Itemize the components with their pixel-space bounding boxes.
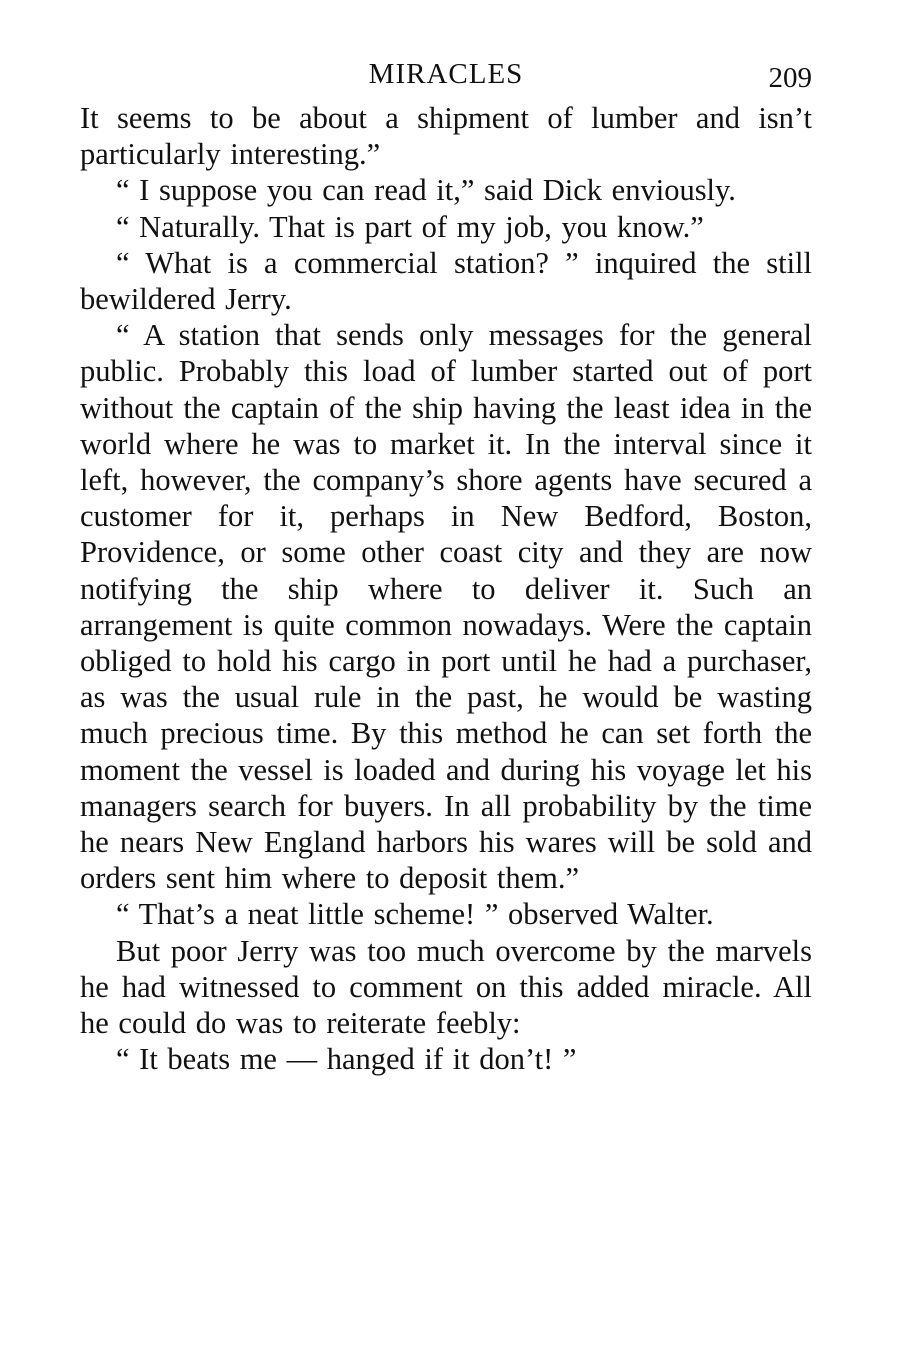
paragraph-jerry-exclamation: “ It beats me — hanged if it don’t! ”: [116, 1042, 577, 1077]
paragraph-naturally: “ Naturally. That is part of my job, you know.”: [116, 209, 704, 244]
paragraph-dick-reply: “ I suppose you can read it,” said Dick enviously.: [116, 173, 736, 208]
page-header: [80, 58, 812, 100]
paragraph-walter-remark: “ That’s a neat little scheme! ” observed Walter.: [116, 897, 714, 932]
paragraph-jerry-overcome: But poor Jerry was too much overcome by the marvels he had witnessed to comment on this added miracle. All he could do was to reiterate feebly:: [80, 933, 812, 1041]
running-head: MIRACLES: [368, 58, 524, 90]
page-number: 209: [768, 62, 812, 94]
paragraph-jerry-question: “ What is a commercial station? ” inquired the still bewildered Jerry.: [80, 245, 812, 317]
paragraph-commercial-station-explanation: “ A station that sends only messages for the general public. Probably this load of lumber started out of port without the captain of the ship having the least idea in the world where he was to market it. In the interval since it left, however, the company’s shore agents have secured a customer for it, perhaps in New Bedford, Boston, Providence, or some other coast city and they are now notifying the ship where to deliver it. Such an arrangement is quite common nowadays. Were the captain obliged to hold his cargo in port until he had a purchaser, as was the usual rule in the past, he would be wasting much precious time. By this method he can set forth the moment the vessel is loaded and during his voyage let his managers search for buyers. In all probability by the time he nears New England harbors his wares will be sold and orders sent him where to deposit them.”: [80, 318, 812, 896]
body-text: [80, 100, 812, 1077]
paragraph-continuation: It seems to be about a shipment of lumber and isn’t particularly interesting.”: [80, 101, 812, 172]
book-page: [80, 58, 812, 1077]
